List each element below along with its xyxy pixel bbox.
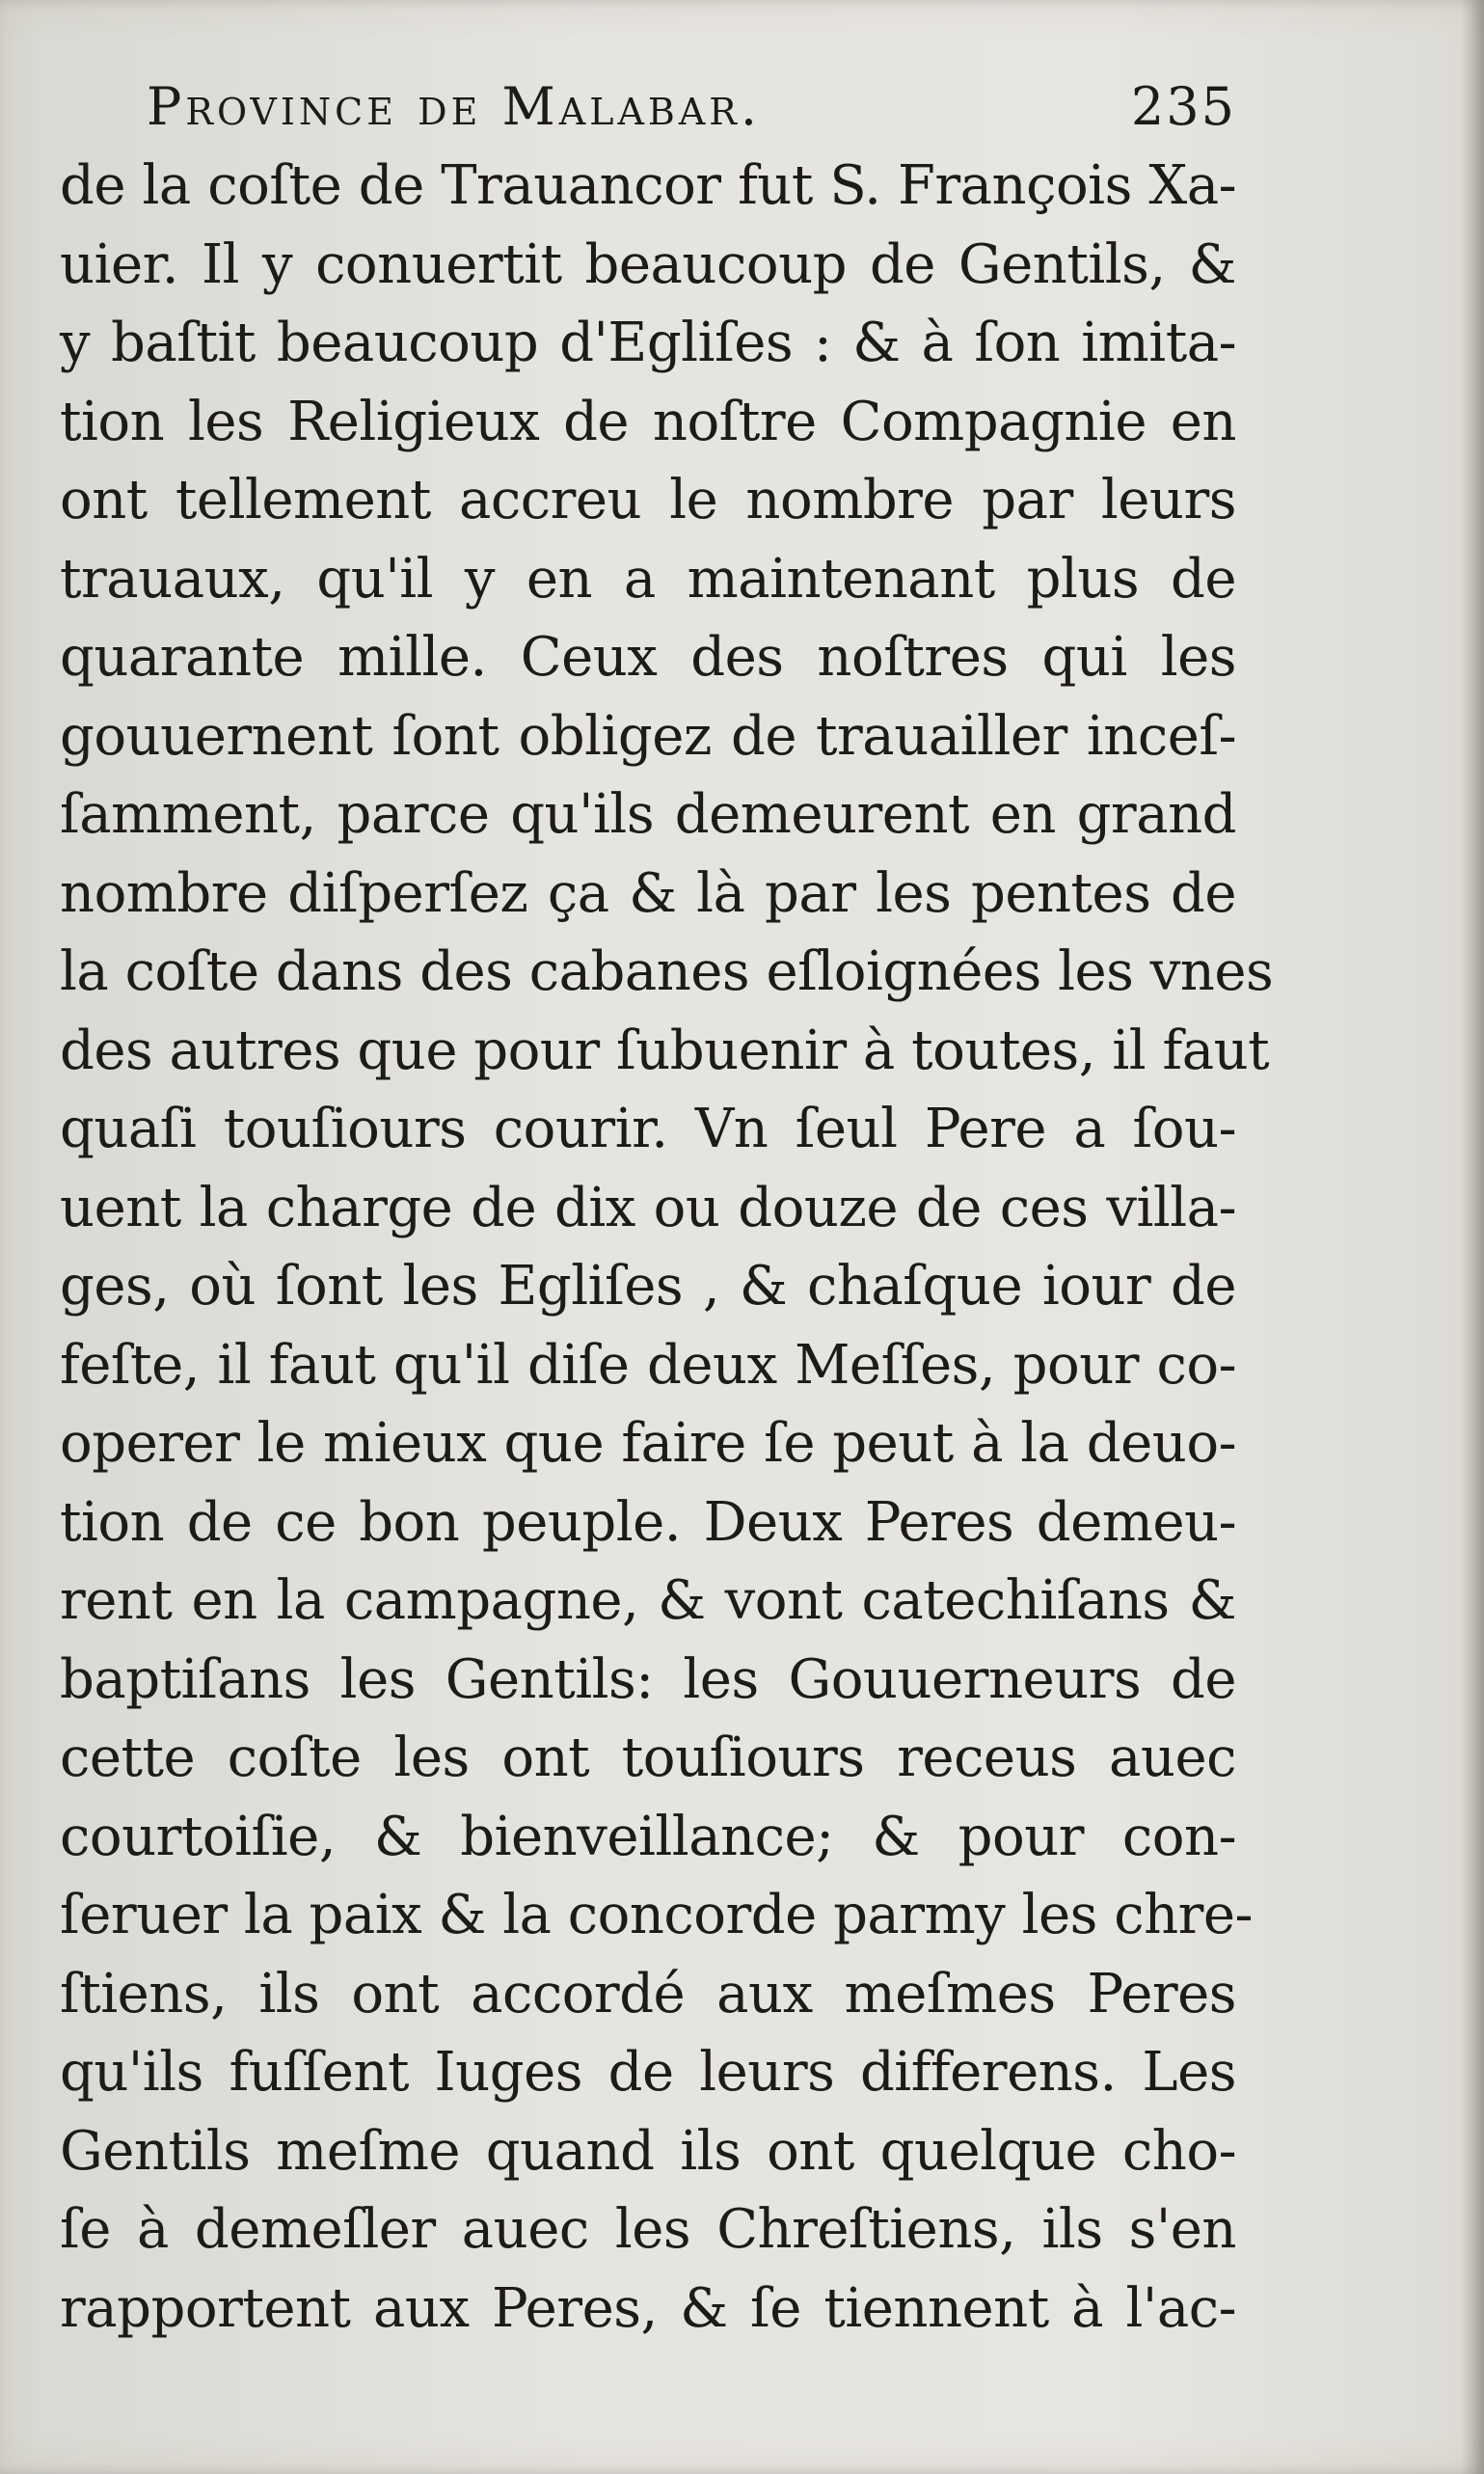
text-line: cette coſte les ont touſiours receus auec [60,1726,1236,1789]
running-head [60,68,1236,147]
text-line: qu'ils fuſſent Iuges de leurs differens. Les [60,2041,1236,2104]
text-line: ſtiens, ils ont accordé aux meſmes Peres [60,1962,1236,2025]
text-line: de la coſte de Trauancor fut S. François Xa- [60,154,1236,217]
text-line: ſamment, parce qu'ils demeurent en grand [60,783,1236,846]
text-line: rapportent aux Peres, & ſe tiennent à l'ac- [60,2276,1236,2340]
text-line: gouuernent ſont obligez de trauailler inceſ- [60,704,1236,768]
text-line: nombre diſperſez ça & là par les pentes de [60,861,1236,925]
text-line: courtoiſie, & bienveillance; & pour con- [60,1805,1236,1868]
text-line: ſe à demeſler auec les Chreſtiens, ils s'en [60,2198,1236,2261]
text-line: rent en la campagne, & vont catechiſans & [60,1569,1236,1632]
page-text-block [60,68,1274,2348]
text-line: uent la charge de dix ou douze de ces villa- [60,1176,1236,1239]
text-line: trauaux, qu'il y en a maintenant plus de [60,547,1236,611]
text-line: Gentils meſme quand ils ont quelque cho- [60,2119,1236,2183]
text-line: la coſte dans des cabanes eſloignées les vnes [60,940,1274,1003]
text-line: y baſtit beaucoup d'Egliſes : & à ſon imita- [60,312,1236,374]
text-line: uier. Il y conuertit beaucoup de Gentils, & [60,232,1236,296]
text-line: tion les Religieux de noſtre Compagnie en [60,390,1236,453]
text-line: quarante mille. Ceux des noſtres qui les [60,626,1236,689]
page-number: 235 [1130,76,1236,137]
page-edge-shadow [1461,0,1484,2474]
text-line: quaſi touſiours courir. Vn ſeul Pere a ſou- [60,1098,1236,1160]
text-line: baptiſans les Gentils: les Gouuerneurs de [60,1647,1236,1711]
text-line: des autres que pour ſubuenir à toutes, il faut [60,1019,1270,1082]
text-line: ges, où ſont les Egliſes , & chaſque iour de [60,1255,1236,1318]
text-line: tion de ce bon peuple. Deux Peres demeu- [60,1490,1236,1554]
running-head-title: Province de Malabar. [147,76,762,137]
body-text [60,147,1274,2348]
text-line: ſeruer la paix & la concorde parmy les chre- [60,1884,1253,1946]
text-line: feſte, il faut qu'il diſe deux Meſſes, pour co- [60,1333,1236,1397]
text-line: operer le mieux que faire ſe peut à la deuo- [60,1412,1236,1475]
text-line: ont tellement accreu le nombre par leurs [60,469,1236,531]
